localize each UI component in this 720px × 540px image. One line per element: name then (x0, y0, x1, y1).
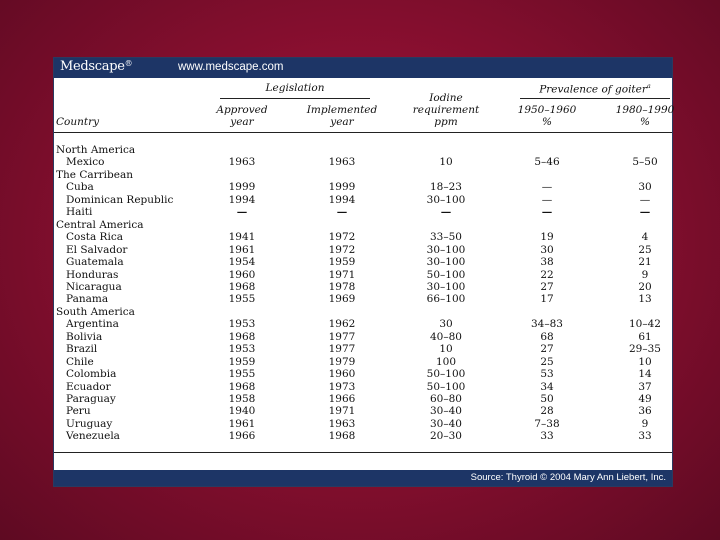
legislation-rule (220, 98, 370, 99)
p2-cell: 29–35 (629, 343, 661, 356)
iodine-cell: 30 (439, 318, 453, 331)
p1-cell: — (541, 206, 553, 219)
legislation-header: Legislation (265, 82, 325, 94)
col-iodine-2: requirement (412, 104, 480, 116)
approved-cell: 1959 (228, 355, 256, 368)
p2-cell: 9 (641, 417, 649, 430)
iodine-cell: 30–100 (426, 256, 466, 269)
iodine-cell: 10 (439, 343, 453, 356)
p2-cell: 37 (638, 380, 652, 393)
p1-cell: 27 (540, 280, 554, 293)
p1-cell: 53 (540, 368, 554, 381)
region-row (54, 144, 672, 157)
country-cell: Argentina (66, 318, 119, 331)
table-row (54, 405, 672, 418)
country-cell: Chile (66, 355, 94, 368)
implemented-cell: 1977 (328, 343, 356, 356)
table-panel (54, 58, 675, 486)
iodine-cell: 50–100 (426, 268, 466, 281)
p1-cell: 25 (540, 355, 554, 368)
approved-cell: 1961 (228, 417, 256, 430)
country-cell: Guatemala (66, 256, 124, 269)
col-p1-1: 1950–1960 (517, 104, 577, 116)
table-row (54, 381, 672, 394)
p2-cell: 36 (638, 405, 652, 418)
p1-cell: — (541, 193, 553, 206)
p2-cell: 30 (638, 181, 652, 194)
iodine-cell: — (440, 206, 452, 219)
approved-cell: 1963 (228, 156, 256, 169)
implemented-cell: 1968 (328, 430, 356, 443)
p2-cell: 10–42 (629, 318, 661, 331)
approved-cell: 1955 (228, 293, 256, 306)
iodine-cell: 30–40 (430, 417, 462, 430)
table-row (54, 206, 672, 219)
country-cell: Ecuador (66, 380, 111, 393)
p2-cell: 10 (638, 355, 652, 368)
iodine-cell: 60–80 (430, 393, 462, 405)
iodine-cell: 100 (435, 355, 457, 368)
approved-cell: 1953 (228, 318, 256, 331)
country-cell: Brazil (66, 343, 98, 356)
p1-cell: 19 (540, 231, 554, 244)
implemented-cell: 1963 (328, 417, 356, 430)
region-row (54, 219, 672, 232)
col-approved-2: year (230, 116, 254, 128)
p1-cell: 50 (540, 393, 554, 405)
table-row (54, 231, 672, 244)
header-rule (54, 132, 672, 133)
p1-cell: 68 (540, 330, 554, 343)
p2-cell: 5–50 (632, 156, 658, 169)
p2-cell: 4 (641, 231, 649, 244)
iodine-cell: 18–23 (430, 181, 462, 194)
p1-cell: 38 (540, 256, 554, 269)
p2-cell: 9 (641, 268, 649, 281)
p1-cell: 34–83 (531, 318, 563, 331)
implemented-cell: 1978 (328, 280, 356, 293)
iodine-cell: 66–100 (426, 293, 466, 306)
implemented-cell: 1979 (328, 355, 356, 368)
approved-cell: 1968 (228, 330, 256, 343)
implemented-cell: 1966 (328, 393, 356, 405)
region-label: Central America (56, 218, 144, 231)
p2-cell: 61 (638, 330, 652, 343)
iodine-cell: 30–100 (426, 243, 466, 256)
table-row (54, 244, 672, 257)
table-row (54, 368, 672, 381)
iodine-cell: 50–100 (426, 380, 466, 393)
p2-cell: 25 (638, 243, 652, 256)
table-row (54, 418, 672, 431)
approved-cell: 1954 (228, 256, 256, 269)
col-iodine-3: ppm (434, 116, 458, 128)
iodine-cell: 10 (439, 156, 453, 169)
approved-cell: 1968 (228, 380, 256, 393)
implemented-cell: 1959 (328, 256, 356, 269)
implemented-cell: 1969 (328, 293, 356, 306)
prevalence-header: Prevalence of goiter$^a$ (539, 82, 651, 96)
table-row (54, 181, 672, 194)
p1-cell: 28 (540, 405, 554, 418)
implemented-cell: 1972 (328, 231, 356, 244)
p2-cell: 20 (638, 280, 652, 293)
table-row (54, 343, 672, 356)
col-approved-1: Approved (216, 104, 268, 116)
country-cell: Colombia (66, 368, 117, 381)
table-row (54, 331, 672, 344)
approved-cell: 1960 (228, 268, 256, 281)
table-row (54, 256, 672, 269)
bottom-rule (54, 452, 672, 453)
country-cell: Costa Rica (66, 231, 123, 244)
table-row (54, 393, 672, 406)
implemented-cell: 1963 (328, 156, 356, 169)
header-bar (54, 58, 672, 78)
p1-cell: 22 (540, 268, 554, 281)
p2-cell: 21 (638, 256, 652, 269)
p1-cell: 7–38 (534, 417, 560, 430)
p1-cell: 17 (540, 293, 554, 306)
p1-cell: 27 (540, 343, 554, 356)
prevalence-rule (520, 98, 670, 99)
approved-cell: 1953 (228, 343, 256, 356)
country-cell: Uruguay (66, 417, 113, 430)
iodine-cell: 40–80 (430, 330, 462, 343)
implemented-cell: 1973 (328, 380, 356, 393)
p1-cell: — (541, 181, 553, 194)
p2-cell: 49 (638, 393, 652, 405)
approved-cell: 1961 (228, 243, 256, 256)
region-label: The Carribean (56, 168, 133, 181)
p2-cell: — (639, 193, 651, 206)
implemented-cell: 1972 (328, 243, 356, 256)
table-row (54, 318, 672, 331)
approved-cell: 1994 (228, 193, 256, 206)
col-p2-1: 1980–1990 (615, 104, 675, 116)
col-iodine-1: Iodine (429, 92, 463, 104)
p2-cell: — (639, 206, 651, 219)
implemented-cell: 1960 (328, 368, 356, 381)
implemented-cell: 1977 (328, 330, 356, 343)
col-implemented-1: Implemented (306, 104, 378, 116)
col-p2-2: % (640, 116, 650, 128)
p2-cell: 33 (638, 430, 652, 443)
country-cell: Peru (66, 405, 91, 418)
approved-cell: 1968 (228, 280, 256, 293)
implemented-cell: — (336, 206, 348, 219)
iodine-cell: 20–30 (430, 430, 462, 443)
p1-cell: 34 (540, 380, 554, 393)
table-row (54, 194, 672, 207)
approved-cell: 1999 (228, 181, 256, 194)
region-label: North America (56, 144, 136, 156)
table-row (54, 281, 672, 294)
approved-cell: 1940 (228, 405, 256, 418)
col-country: Country (56, 116, 100, 128)
country-cell: El Salvador (66, 243, 128, 256)
country-cell: Cuba (66, 181, 94, 194)
table-row (54, 293, 672, 306)
implemented-cell: 1999 (328, 181, 356, 194)
country-cell: Bolivia (66, 330, 103, 343)
region-label: South America (56, 305, 135, 318)
country-cell: Nicaragua (66, 280, 122, 293)
country-cell: Paraguay (66, 393, 116, 405)
country-cell: Venezuela (66, 430, 120, 443)
country-cell: Mexico (66, 156, 105, 169)
iodine-cell: 30–100 (426, 280, 466, 293)
site-url: www.medscape.com (178, 61, 284, 73)
footer-bar (54, 470, 672, 486)
approved-cell: 1941 (228, 231, 256, 244)
iodine-cell: 30–100 (426, 193, 466, 206)
approved-cell: 1958 (228, 393, 256, 405)
implemented-cell: 1971 (328, 405, 356, 418)
col-implemented-2: year (330, 116, 354, 128)
table-row (54, 269, 672, 282)
col-p1-2: % (542, 116, 552, 128)
p2-cell: 13 (638, 293, 652, 306)
region-row (54, 169, 672, 182)
iodine-cell: 50–100 (426, 368, 466, 381)
approved-cell: 1955 (228, 368, 256, 381)
p1-cell: 5–46 (534, 156, 560, 169)
table-row (54, 356, 672, 369)
implemented-cell: 1994 (328, 193, 356, 206)
medscape-logo: Medscape® (60, 59, 133, 74)
country-cell: Honduras (66, 268, 119, 281)
iodine-cell: 33–50 (430, 231, 462, 244)
implemented-cell: 1971 (328, 268, 356, 281)
implemented-cell: 1962 (328, 318, 356, 331)
country-cell: Haiti (66, 206, 93, 219)
source-credit: Source: Thyroid © 2004 Mary Ann Liebert, Inc. (470, 472, 666, 483)
approved-cell: 1966 (228, 430, 256, 443)
table-row (54, 430, 672, 443)
iodine-cell: 30–40 (430, 405, 462, 418)
country-cell: Dominican Republic (66, 193, 174, 206)
p1-cell: 30 (540, 243, 554, 256)
approved-cell: — (236, 206, 248, 219)
table-row (54, 156, 672, 169)
p1-cell: 33 (540, 430, 554, 443)
p2-cell: 14 (638, 368, 652, 381)
country-cell: Panama (66, 293, 109, 306)
region-row (54, 306, 672, 319)
